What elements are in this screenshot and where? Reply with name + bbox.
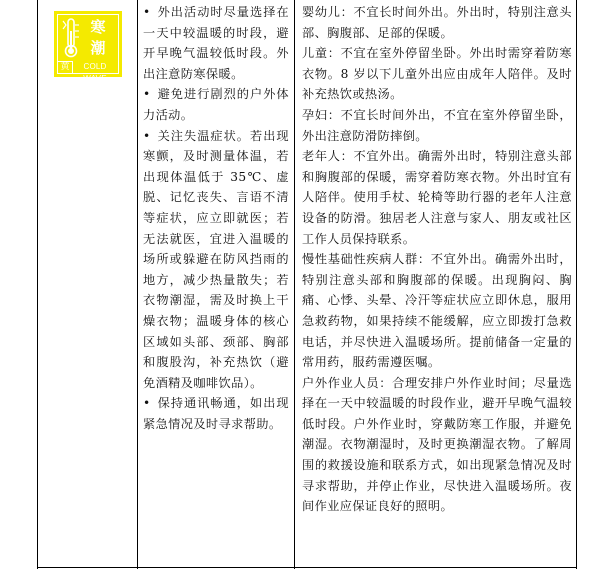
column-divider-2 xyxy=(294,0,295,569)
measure-item: • 外出活动时尽量选择在一天中较温暖的时段，避开早晚气温较低时段。外出注意防寒保暖。 xyxy=(143,2,289,84)
measure-item: • 关注失温症状。若出现寒颤，及时测量体温，若出现体温低于 35℃、虚脱、记忆丧失、言语不清等症状，应立即就医；若无法就医，宜进入温暖的场所或躲避在防风挡雨的地方，减少热量散失；若衣物潮湿，需及时换上干燥衣物；温暖身体的核心区域如头部、颈部、胸部和腹股沟，补充热饮（避免酒精及咖啡饮品）。 xyxy=(143,126,289,394)
group-elderly: 老年人：不宜外出。确需外出时，特别注意头部和胸腹部的保暖，需穿着防寒衣物。外出时宜有人陪伴。使用手杖、轮椅等助行器的老年人注意设备的防滑。独居老人注意与家人、朋友或社区工作人员保持联系。 xyxy=(302,149,572,246)
sign-text-bottom: 潮 xyxy=(90,39,106,57)
column-divider-1 xyxy=(137,0,138,569)
population-guidance-column xyxy=(296,0,576,517)
group-outdoor-workers: 户外作业人员：合理安排户外作业时间；尽量选择在一天中较温暖的时段作业，避开早晚气温较低时段。户外作业时，穿戴防寒工作服，并避免潮湿。衣物潮湿时，及时更换潮湿衣物。了解周围的救援设施和联系方式，如出现紧急情况及时寻求帮助，并停止作业，尽快进入温暖场所。夜间作业应保证良好的照明。 xyxy=(302,375,572,514)
protective-measures-column xyxy=(139,0,293,434)
group-infants: 婴幼儿：不宜长时间外出。外出时，特别注意头部、胸腹部、足部的保暖。 xyxy=(302,5,572,40)
measure-item: • 避免进行剧烈的户外体力活动。 xyxy=(143,84,289,125)
group-children: 儿童：不宜在室外停留坐卧。外出时需穿着防寒衣物。8 岁以下儿童外出应由成年人陪伴。及时补充热饮或热汤。 xyxy=(302,46,572,102)
cold-wave-yellow-warning-sign xyxy=(54,11,122,83)
sign-text-top: 寒 xyxy=(90,18,106,36)
group-chronic-disease: 慢性基础性疾病人群：不宜外出。确需外出时，特别注意头部和胸腹部的保暖。出现胸闷、胸痛、心悸、头晕、冷汗等症状应立即休息，服用急救药物，如果持续不能缓解，应立即拨打急救电话，并尽快进入温暖场所。提前储备一定量的常用药，服药需遵医嘱。 xyxy=(302,252,572,370)
sign-level: 黄 xyxy=(57,61,73,74)
thermometer-icon xyxy=(61,17,81,59)
table-bottom-border xyxy=(38,567,576,568)
group-pregnant: 孕妇：不宜长时间外出，不宜在室外停留坐卧，外出注意防滑防摔倒。 xyxy=(302,107,572,143)
measure-item: • 保持通讯畅通，如出现紧急情况及时寻求帮助。 xyxy=(143,393,289,434)
sign-english-label: COLD WAVE xyxy=(83,62,107,83)
guidance-table xyxy=(37,0,577,569)
